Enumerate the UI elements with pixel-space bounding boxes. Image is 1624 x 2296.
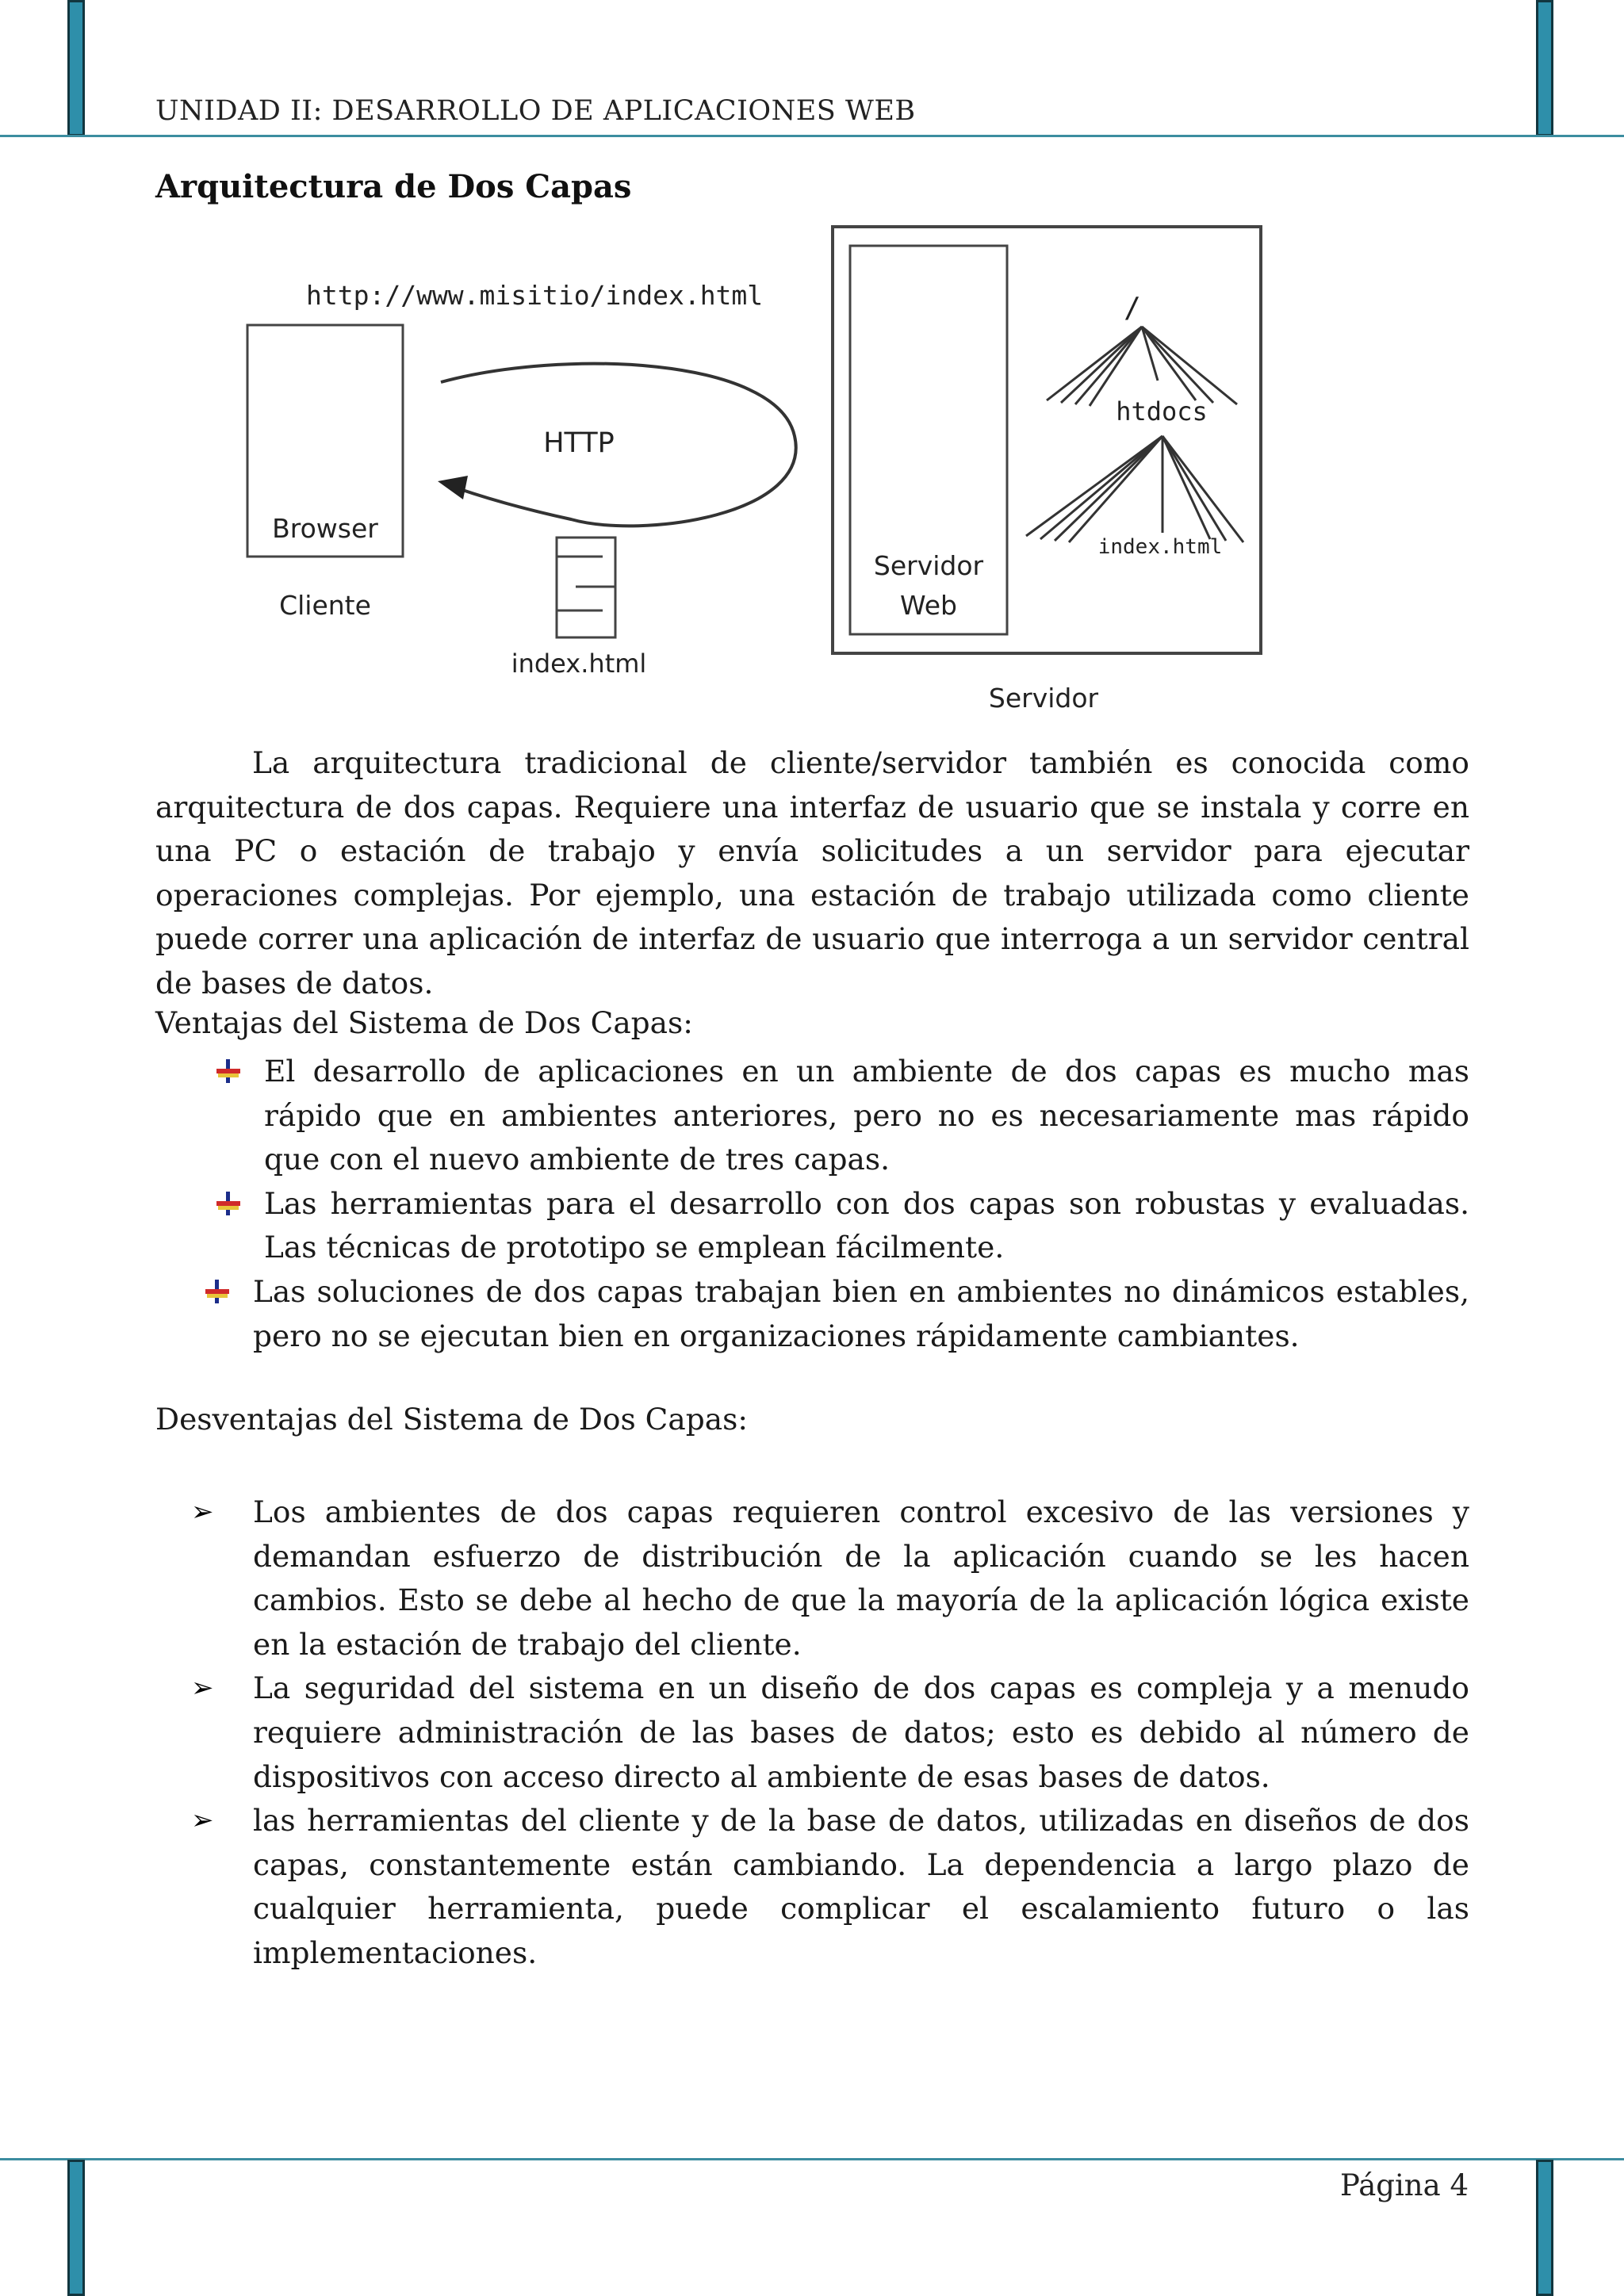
disadvantages-heading: Desventajas del Sistema de Dos Capas: bbox=[155, 1402, 748, 1437]
web-server-label-1: Servidor bbox=[873, 550, 984, 581]
disadvantage-text-2: La seguridad del sistema en un diseño de dos capas es compleja y a menudo requiere administración de las bases de datos; esto es debido al número de dispositivos con acceso directo al ambiente de esas bases de datos. bbox=[253, 1670, 1469, 1794]
footer-left-bar bbox=[67, 2160, 85, 2296]
header-title: UNIDAD II: DESARROLLO DE APLICACIONES WEB bbox=[155, 95, 916, 127]
htdocs-label: htdocs bbox=[1116, 396, 1208, 427]
list-item bbox=[253, 1270, 1469, 1358]
list-item bbox=[191, 1667, 1469, 1799]
plus-bullet-icon bbox=[215, 1058, 242, 1085]
intro-paragraph: La arquitectura tradicional de cliente/servidor también es conocida como arquitectura de dos capas. Requiere una interfaz de usuario que se instala y corre en una PC o estación de trabajo y envía solicitudes a un servidor para ejecutar operaciones complejas. Por ejemplo, una estación de trabajo utilizada como cliente puede correr una aplicación de interfaz de usuario que interroga a un servidor central de bases de datos. bbox=[155, 745, 1469, 1001]
page-number: Página 4 bbox=[1339, 2168, 1469, 2202]
arrow-bullet-icon: ➢ bbox=[191, 1496, 214, 1528]
two-tier-diagram bbox=[230, 214, 1277, 729]
list-item bbox=[264, 1182, 1469, 1270]
header-rule bbox=[0, 135, 1624, 137]
advantages-list-2 bbox=[253, 1270, 1469, 1358]
arrow-bullet-icon: ➢ bbox=[191, 1672, 214, 1705]
web-server-label-2: Web bbox=[900, 590, 957, 621]
header-right-bar bbox=[1536, 0, 1553, 136]
list-item bbox=[264, 1050, 1469, 1182]
http-loop-arrow bbox=[441, 364, 796, 526]
disadvantage-text-3: las herramientas del cliente y de la base de datos, utilizadas en diseños de dos capas, constantemente están cambiando. La dependencia a largo plazo de cualquier herramienta, puede complicar el escalamiento futuro o las implementaciones. bbox=[253, 1803, 1469, 1970]
header-left-bar bbox=[67, 0, 85, 136]
index-label: index.html bbox=[1097, 535, 1223, 559]
advantages-heading: Ventajas del Sistema de Dos Capas: bbox=[155, 1005, 693, 1040]
list-item bbox=[191, 1799, 1469, 1975]
file-label: index.html bbox=[511, 649, 647, 679]
plus-bullet-icon bbox=[215, 1190, 242, 1217]
server-label: Servidor bbox=[988, 683, 1099, 714]
url-label: http://www.misitio/index.html bbox=[306, 280, 764, 311]
list-item bbox=[191, 1490, 1469, 1667]
plus-bullet-icon bbox=[204, 1278, 231, 1305]
client-label: Cliente bbox=[279, 590, 371, 621]
disadvantage-text-1: Los ambientes de dos capas requieren control excesivo de las versiones y demandan esfuerzo de distribución de la aplicación cuando se les hacen cambios. Esto se debe al hecho de que la mayoría de la aplicación lógica existe en la estación de trabajo del cliente. bbox=[253, 1494, 1469, 1662]
file-icon bbox=[557, 538, 615, 637]
browser-label: Browser bbox=[272, 513, 378, 544]
footer-right-bar bbox=[1536, 2160, 1553, 2296]
disadvantages-list bbox=[191, 1490, 1469, 1976]
arrow-bullet-icon: ➢ bbox=[191, 1804, 214, 1837]
footer-rule bbox=[0, 2158, 1624, 2160]
advantage-text-3: Las soluciones de dos capas trabajan bien en ambientes no dinámicos estables, pero no se ejecutan bien en organizaciones rápidamente cambiantes. bbox=[253, 1274, 1469, 1353]
http-arrow-head bbox=[438, 476, 468, 499]
section-title: Arquitectura de Dos Capas bbox=[155, 168, 632, 205]
advantage-text-1: El desarrollo de aplicaciones en un ambiente de dos capas es mucho mas rápido que en ambientes anteriores, pero no es necesariamente mas rápido que con el nuevo ambiente de tres capas. bbox=[264, 1054, 1469, 1177]
root-label: / bbox=[1124, 292, 1141, 324]
advantage-text-2: Las herramientas para el desarrollo con dos capas son robustas y evaluadas. Las técnicas de prototipo se emplean fácilmente. bbox=[264, 1185, 1469, 1265]
http-label: HTTP bbox=[543, 427, 615, 459]
advantages-list bbox=[264, 1050, 1469, 1270]
